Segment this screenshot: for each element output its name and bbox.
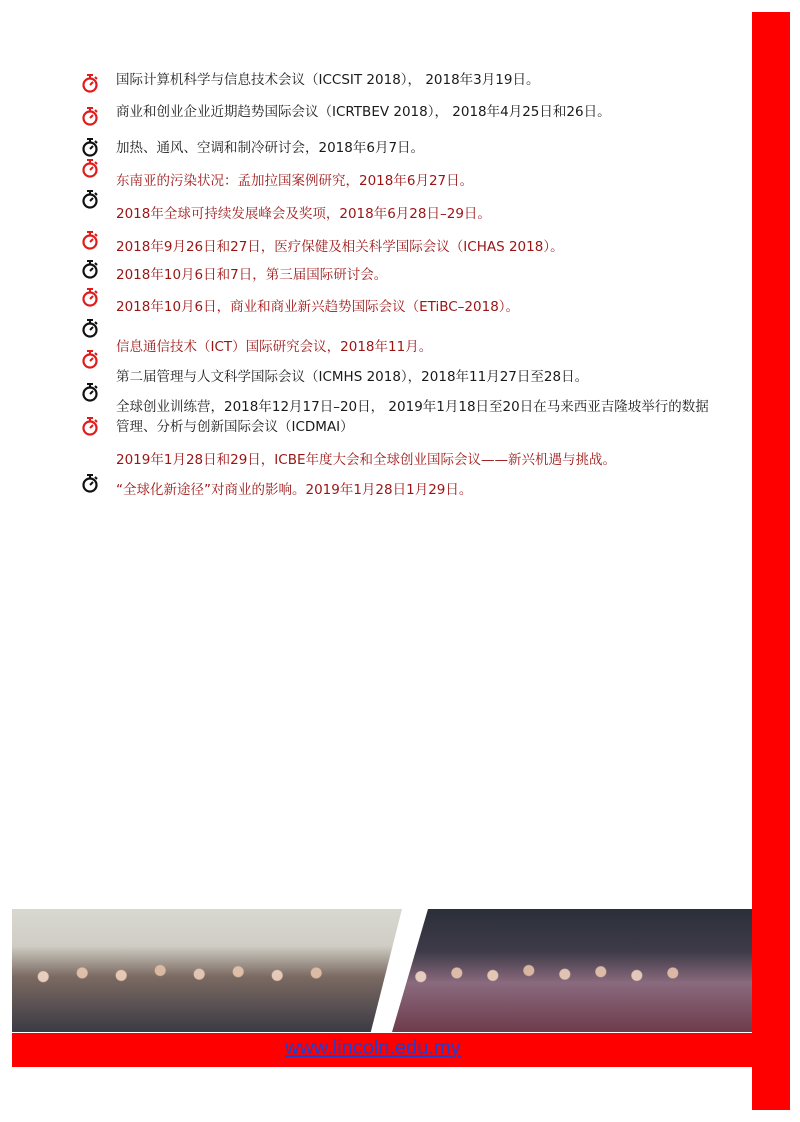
event-item: 2018年全球可持续发展峰会及奖项，2018年6月28日–29日。 (116, 206, 491, 222)
stopwatch-icon (80, 382, 100, 402)
stopwatch-icon (80, 318, 100, 338)
website-link[interactable]: www.lincoln.edu.my (285, 1037, 461, 1059)
event-item: 东南亚的污染状况：孟加拉国案例研究，2018年6月27日。 (116, 173, 474, 189)
event-item: “全球化新途径”对商业的影响。2019年1月28日1月29日。 (116, 482, 473, 498)
stopwatch-icon (80, 137, 100, 157)
red-side-bar (752, 12, 790, 1110)
event-item: 第二届管理与人文科学国际会议（ICMHS 2018），2018年11月27日至28日。 (116, 369, 589, 385)
ceremony-photo-people (392, 909, 752, 1032)
stopwatch-icon (80, 106, 100, 126)
stopwatch-icon (80, 73, 100, 93)
event-item: 加热、通风、空调和制冷研讨会，2018年6月7日。 (116, 140, 425, 156)
event-item: 2018年10月6日，商业和商业新兴趋势国际会议（ETiBC–2018）。 (116, 299, 520, 315)
stopwatch-icon (80, 230, 100, 250)
stopwatch-icon (80, 158, 100, 178)
stopwatch-icon (80, 349, 100, 369)
event-item: 2018年9月26日和27日，医疗保健及相关科学国际会议（ICHAS 2018）。 (116, 239, 564, 255)
event-item: 信息通信技术（ICT）国际研究会议，2018年11月。 (116, 339, 433, 355)
ceremony-photo (392, 909, 752, 1032)
event-item: 全球创业训练营，2018年12月17日–20日， 2019年1月18日至20日在马来西亚吉隆坡举行的数据管理、分析与创新国际会议（ICDMAI） (116, 399, 709, 435)
event-item: 商业和创业企业近期趋势国际会议（ICRTBEV 2018）， 2018年4月25日和26日。 (116, 104, 611, 120)
event-item: 国际计算机科学与信息技术会议（ICCSIT 2018）， 2018年3月19日。 (116, 72, 540, 88)
stopwatch-icon (80, 259, 100, 279)
stopwatch-icon (80, 416, 100, 436)
stopwatch-icon (80, 473, 100, 493)
stopwatch-icon (80, 287, 100, 307)
group-photo (12, 909, 402, 1032)
event-item: 2019年1月28日和29日，ICBE年度大会和全球创业国际会议——新兴机遇与挑战。 (116, 452, 617, 468)
event-item: 2018年10月6日和7日，第三届国际研讨会。 (116, 267, 388, 283)
stopwatch-icon (80, 189, 100, 209)
group-photo-people (12, 909, 402, 1032)
